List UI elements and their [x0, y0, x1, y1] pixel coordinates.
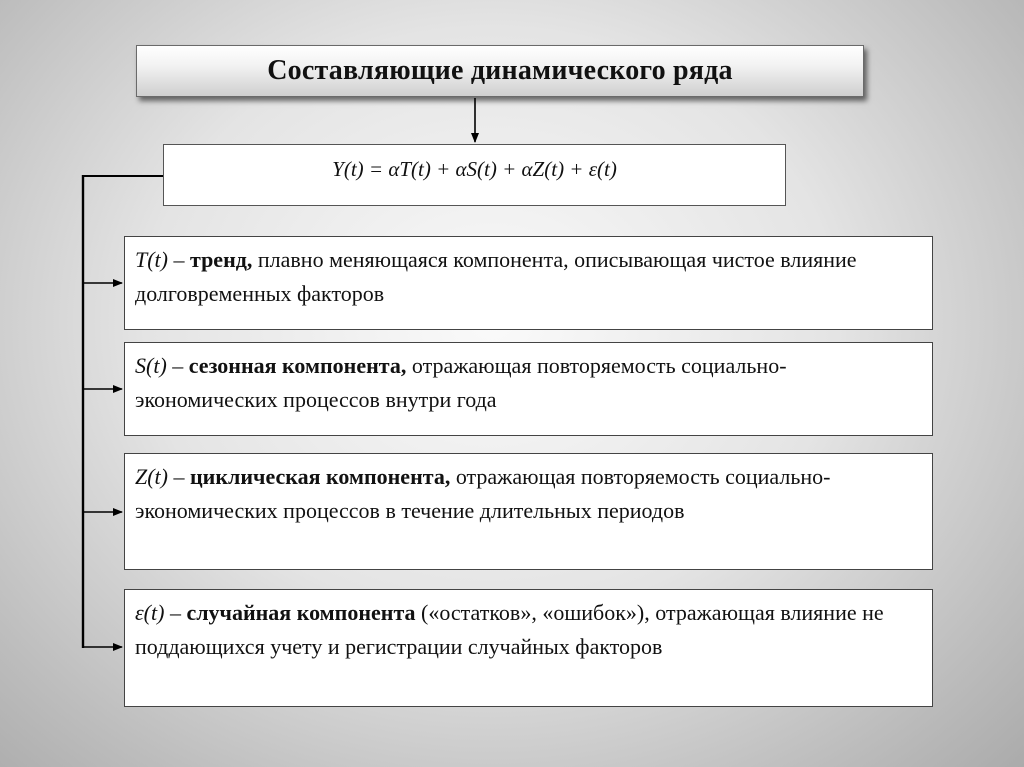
- page-title-text: Составляющие динамического ряда: [267, 55, 733, 86]
- page-title: [136, 45, 864, 97]
- component-description: («остатков», «ошибок»), отражающая влияние не поддающихся учету и регистрации случайных факторов: [135, 600, 884, 659]
- component-symbol: ε(t): [135, 600, 165, 625]
- formula-text: Y(t) = αT(t) + αS(t) + αZ(t) + ε(t): [332, 157, 617, 181]
- component-dash: –: [168, 247, 190, 272]
- formula-box: [163, 144, 786, 206]
- component-dash: –: [164, 600, 187, 625]
- component-symbol: S(t): [135, 353, 167, 378]
- component-name: сезонная компонента,: [188, 353, 407, 378]
- component-description: отражающая повторяемость социально-экономических процессов в течение длительных периодов: [135, 464, 831, 523]
- component-symbol: Z(t): [135, 464, 168, 489]
- component-cyclic-box: [124, 453, 933, 570]
- component-name: циклическая компонента,: [190, 464, 451, 489]
- component-dash: –: [166, 353, 189, 378]
- component-description: отражающая повторяемость социально-экономических процессов внутри года: [135, 353, 787, 412]
- component-seasonal-box: [124, 342, 933, 436]
- component-symbol: T(t): [135, 247, 168, 272]
- component-trend-box: [124, 236, 933, 330]
- component-name: случайная компонента: [186, 600, 416, 625]
- component-random-box: [124, 589, 933, 707]
- component-description: плавно меняющаяся компонента, описывающая чистое влияние долговременных факторов: [135, 247, 857, 306]
- component-dash: –: [168, 464, 190, 489]
- component-name: тренд,: [190, 247, 253, 272]
